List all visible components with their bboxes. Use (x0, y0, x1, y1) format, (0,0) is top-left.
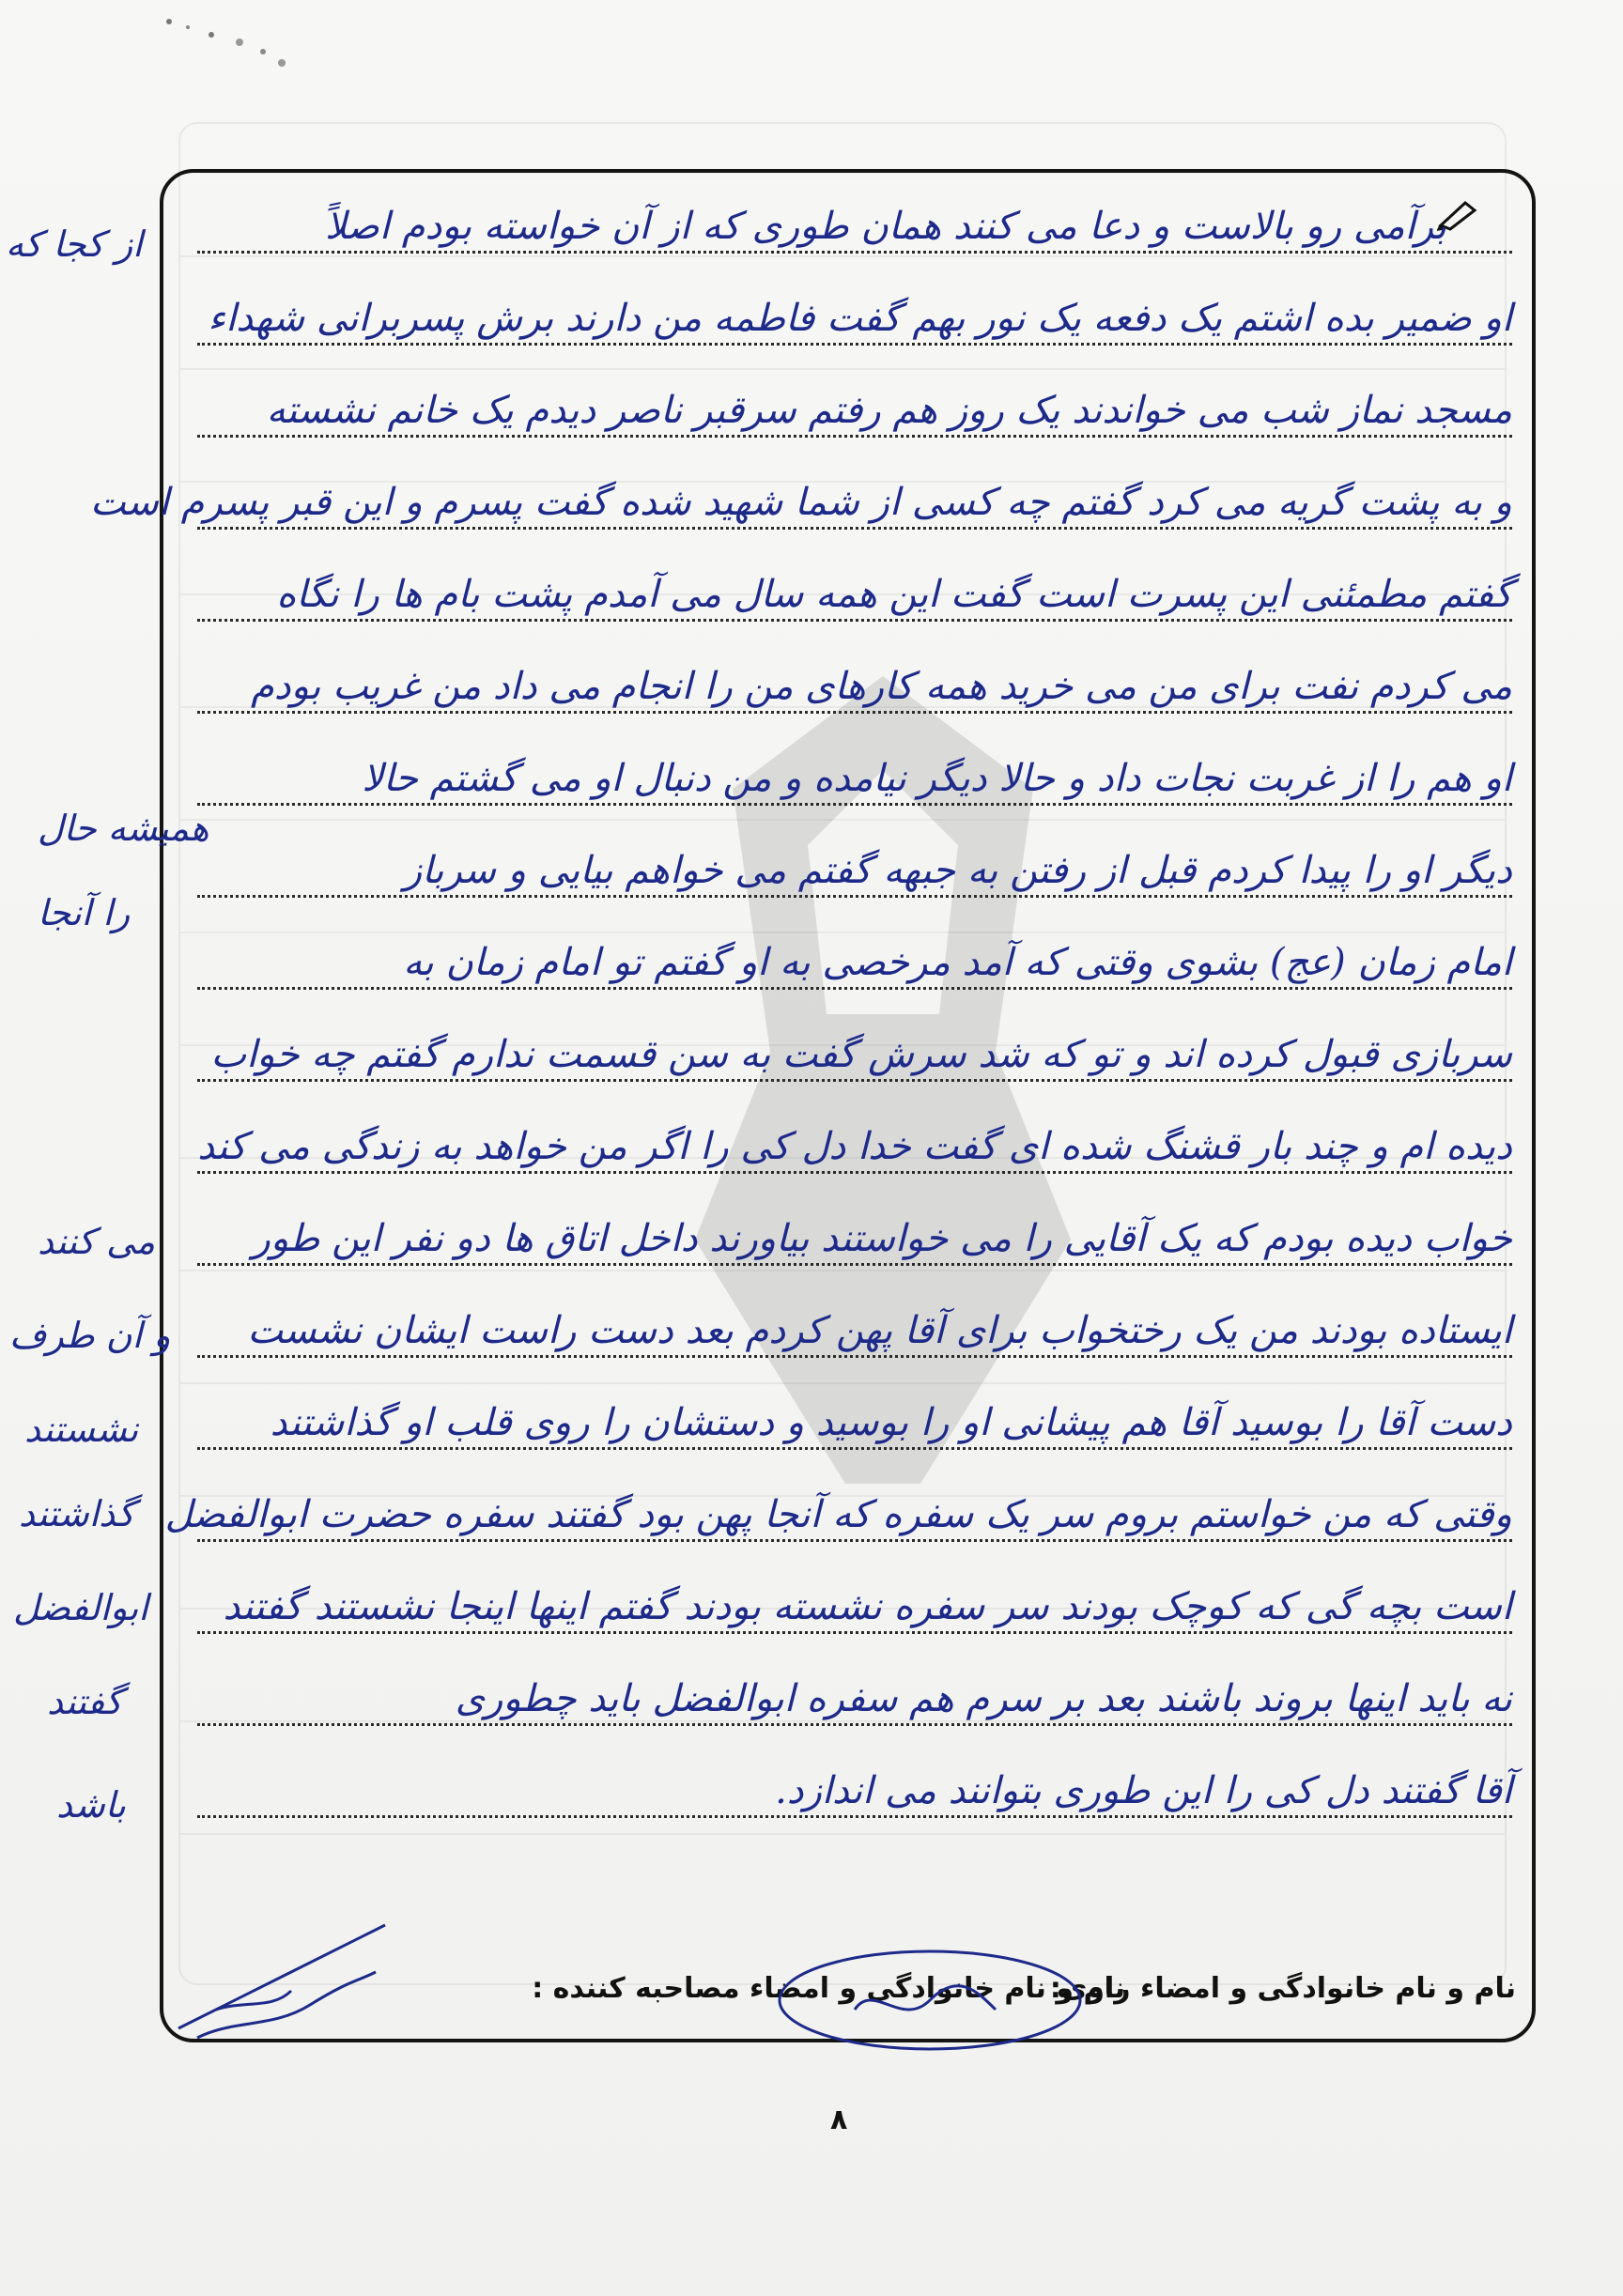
dotted-guide (197, 619, 1512, 622)
dotted-guide (197, 343, 1512, 346)
dotted-guide (197, 1355, 1512, 1358)
handwritten-line: گفتم مطمئنی این پسرت است گفت این همه سال می آمدم پشت بام ها را نگاه (276, 573, 1512, 616)
dotted-guide (197, 1539, 1512, 1542)
dotted-guide (197, 1263, 1512, 1266)
handwritten-line: سربازی قبول کرده اند و تو که شد سرش گفت به سن قسمت ندارم گفتم چه خواب (210, 1033, 1512, 1076)
margin-note: از کجا که (6, 223, 143, 265)
margin-note: نشستند (24, 1409, 139, 1450)
margin-note: و آن طرف (9, 1315, 171, 1356)
handwritten-line: آقا گفتند دل کی را این طوری بتوانند می اندازد. (775, 1769, 1512, 1812)
text-line-11 (197, 1106, 1512, 1181)
text-line-15 (164, 1474, 1512, 1549)
text-line-8 (197, 830, 1512, 905)
text-line-12 (197, 1198, 1512, 1273)
dotted-guide (197, 1723, 1512, 1726)
handwritten-line: او ضمیر بده اشتم یک دفعه یک نور بهم گفت فاطمه من دارند برش پسربرانی شهداء (208, 297, 1512, 340)
text-line-14 (197, 1382, 1512, 1457)
text-line-9 (197, 922, 1512, 997)
margin-note: را آنجا (38, 892, 131, 933)
handwritten-line: دیده ام و چند بار قشنگ شده ای گفت خدا دل کی را اگر من خواهد به زندگی می کند (197, 1125, 1512, 1168)
dotted-guide (197, 1079, 1512, 1082)
handwritten-line: وقتی که من خواستم بروم سر یک سفره که آنجا پهن بود گفتند سفره حضرت ابوالفضل (164, 1493, 1512, 1536)
text-line-16 (197, 1566, 1512, 1641)
dotted-guide (197, 711, 1512, 714)
scan-speckles (160, 14, 301, 80)
margin-note: ابوالفضل (13, 1587, 148, 1628)
text-line-2 (197, 278, 1512, 353)
dotted-guide (197, 435, 1512, 438)
margin-note: می کنند (38, 1221, 156, 1262)
handwritten-line: دیگر او را پیدا کردم قبل از رفتن به جبهه گفتم می خواهم بیایی و سرباز (403, 849, 1512, 892)
handwritten-line: نه باید اینها بروند باشند بعد بر سرم هم سفره ابوالفضل باید چطوری (455, 1677, 1512, 1720)
dotted-guide (197, 987, 1512, 990)
dotted-guide (197, 1815, 1512, 1818)
dotted-guide (197, 1447, 1512, 1450)
dotted-guide (197, 527, 1512, 530)
handwritten-line: امام زمان (عج) بشوی وقتی که آمد مرخصی به او گفتم تو امام زمان به (403, 941, 1512, 984)
handwritten-line: ایستاده بودند من یک رختخواب برای آقا پهن کردم بعد دست راست ایشان نشست (247, 1309, 1512, 1352)
text-line-4 (90, 462, 1512, 537)
dotted-guide (197, 1631, 1512, 1634)
handwritten-line: می کردم نفت برای من می خرید همه کارهای من را انجام می داد من غریب بودم (250, 665, 1512, 708)
handwritten-line: دست آقا را بوسید آقا هم پیشانی او را بوسید و دستشان را روی قلب او گذاشتند (270, 1401, 1512, 1444)
handwritten-line: و به پشت گریه می کرد گفتم چه کسی از شما شهید شده گفت پسرم و این قبر پسرم است (90, 481, 1512, 524)
text-line-10 (197, 1014, 1512, 1089)
text-line-6 (197, 646, 1512, 721)
handwritten-line: مسجد نماز شب می خواندند یک روز هم رفتم سرقبر ناصر دیدم یک خانم نشسته (266, 389, 1512, 432)
text-line-7 (197, 738, 1512, 813)
margin-note: باشد (56, 1784, 126, 1826)
text-line-13 (197, 1290, 1512, 1365)
handwritten-line: است بچه گی که کوچک بودند سر سفره نشسته بودند گفتم اینها اینجا نشستند گفتند (223, 1585, 1512, 1628)
handwritten-line: او هم را از غربت نجات داد و حالا دیگر نیامده و من دنبال او می گشتم حالا (362, 757, 1512, 800)
handwritten-line: برآمی رو بالاست و دعا می کنند همان طوری که از آن خواسته بودم اصلاً (325, 205, 1446, 248)
text-line-18 (197, 1750, 1512, 1826)
narrator-signature-label: نام و نام خانوادگی و امضاء راوی: (1049, 1972, 1516, 2005)
narrator-signature (160, 1916, 404, 2057)
margin-note: همیشه حال (38, 808, 209, 849)
dotted-guide (197, 1171, 1512, 1174)
interviewer-signature (770, 1934, 1108, 2066)
page-number: ۸ (830, 2103, 848, 2136)
margin-note: گفتند (47, 1681, 123, 1722)
handwritten-line: خواب دیده بودم که یک آقایی را می خواستند بیاورند داخل اتاق ها دو نفر این طور (252, 1217, 1512, 1260)
margin-note: گذاشتند (19, 1493, 135, 1534)
dotted-guide (197, 251, 1512, 254)
text-line-3 (197, 370, 1512, 445)
text-line-5 (197, 554, 1512, 629)
dotted-guide (197, 895, 1512, 898)
text-line-17 (197, 1658, 1512, 1734)
text-line-1 (197, 186, 1512, 261)
interviewer-signature-label: نام و نام خانوادگی و امضاء مصاحبه کننده : (532, 1972, 1125, 2005)
dotted-guide (197, 803, 1512, 806)
